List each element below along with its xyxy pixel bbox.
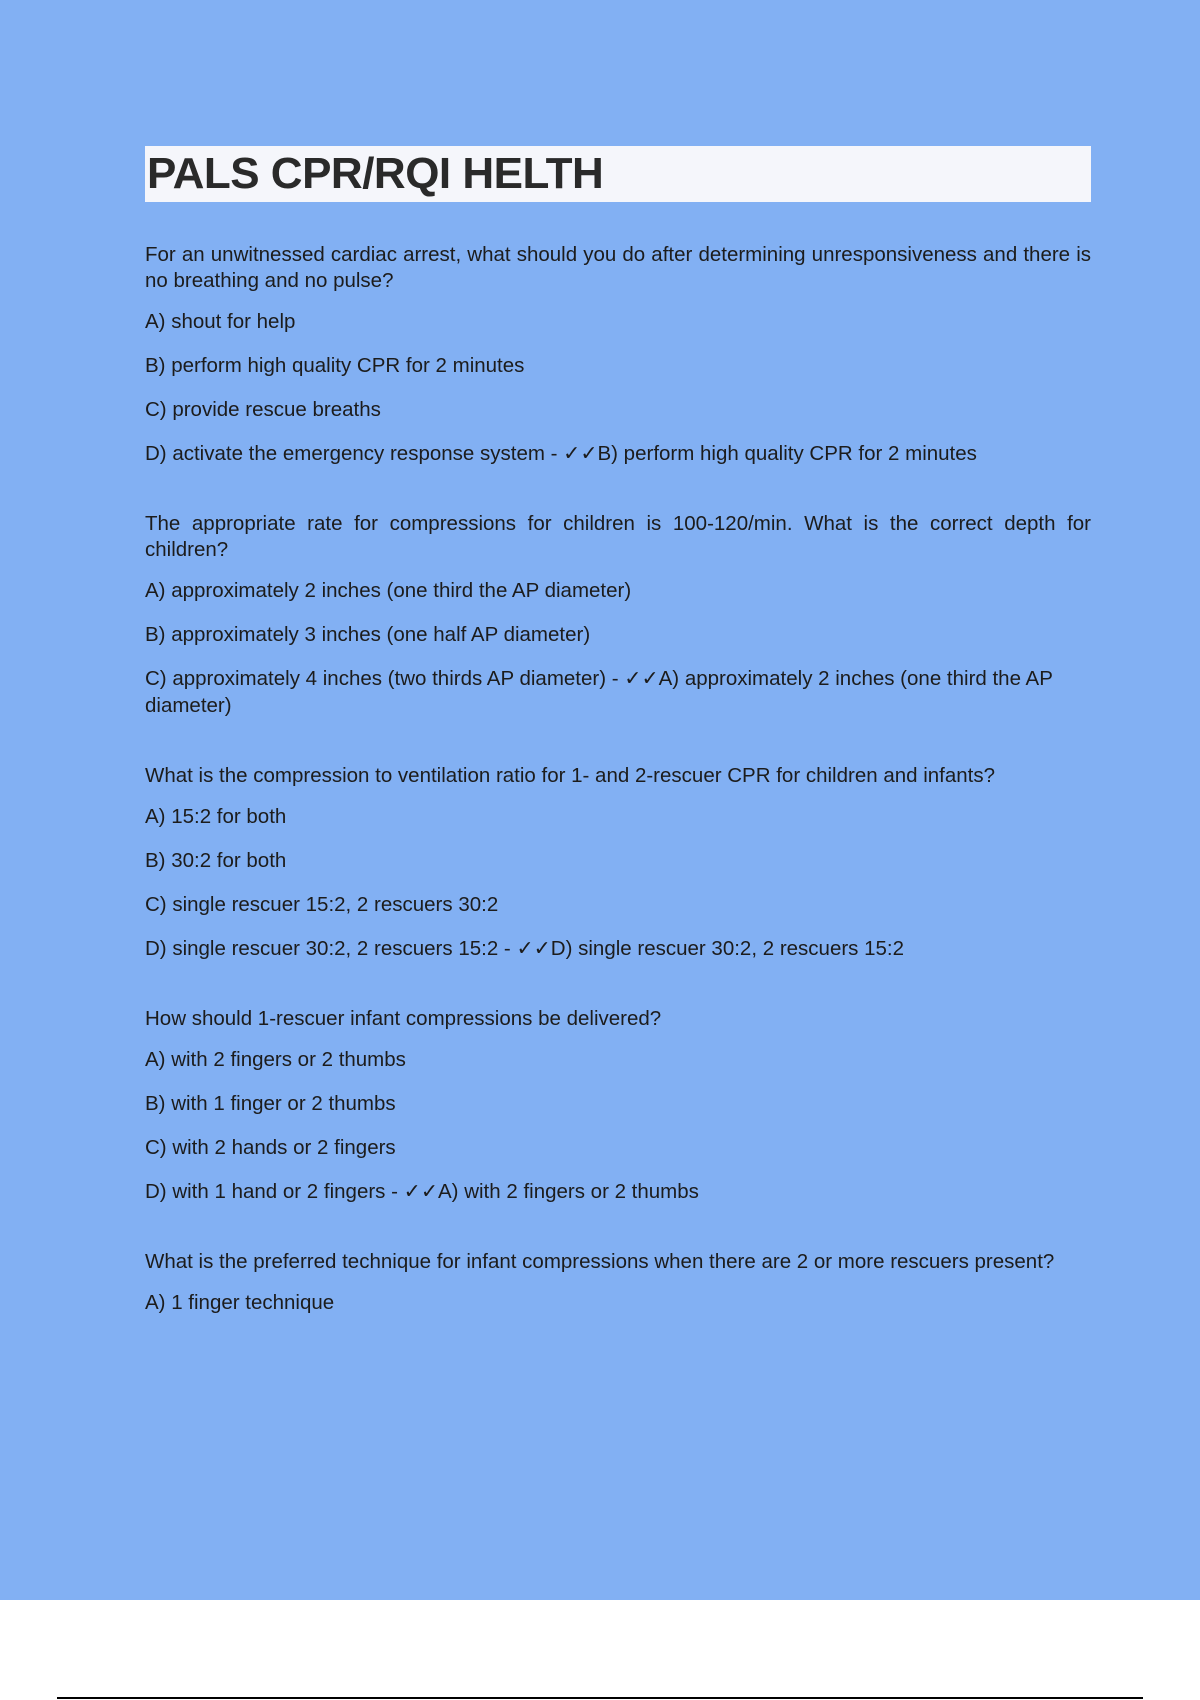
answer-option-with-key: D) activate the emergency response system - ✓✓B) perform high quality CPR for 2 minutes <box>145 442 977 465</box>
answer-option: A) 1 finger technique <box>145 1291 335 1314</box>
answer-option: B) perform high quality CPR for 2 minutes <box>145 354 525 377</box>
question-text: For an unwitnessed cardiac arrest, what should you do after determining unresponsiveness and there is no breathing and no pulse? <box>145 243 1091 292</box>
document-content <box>145 146 1091 1360</box>
answer-option: B) 30:2 for both <box>145 849 287 872</box>
question-text: What is the compression to ventilation ratio for 1- and 2-rescuer CPR for children and infants? <box>145 764 996 787</box>
answer-option-with-key: D) with 1 hand or 2 fingers - ✓✓A) with 2 fingers or 2 thumbs <box>145 1180 699 1203</box>
answer-option-with-key: D) single rescuer 30:2, 2 rescuers 15:2 - ✓✓D) single rescuer 30:2, 2 rescuers 15:2 <box>145 937 905 960</box>
footer-divider <box>57 1697 1143 1699</box>
question-block-1 <box>145 242 1091 467</box>
question-text: How should 1-rescuer infant compressions be delivered? <box>145 1007 662 1030</box>
answer-option: C) single rescuer 15:2, 2 rescuers 30:2 <box>145 893 499 916</box>
title-banner <box>145 146 1091 202</box>
question-block-2 <box>145 511 1091 719</box>
document-title: PALS CPR/RQI HELTH <box>147 149 604 198</box>
answer-option: C) with 2 hands or 2 fingers <box>145 1136 396 1159</box>
answer-option: B) approximately 3 inches (one half AP diameter) <box>145 623 591 646</box>
question-block-4 <box>145 1006 1091 1205</box>
answer-option: B) with 1 finger or 2 thumbs <box>145 1092 396 1115</box>
question-block-5 <box>145 1249 1091 1316</box>
answer-option: A) with 2 fingers or 2 thumbs <box>145 1048 406 1071</box>
answer-option: A) shout for help <box>145 310 296 333</box>
answer-option-with-key: C) approximately 4 inches (two thirds AP diameter) - ✓✓A) approximately 2 inches (one third the AP diameter) <box>145 667 1053 717</box>
answer-option: A) 15:2 for both <box>145 805 287 828</box>
question-block-3 <box>145 763 1091 962</box>
question-text: The appropriate rate for compressions for children is 100-120/min. What is the correct depth for children? <box>145 512 1091 561</box>
answer-option: C) provide rescue breaths <box>145 398 381 421</box>
question-text: What is the preferred technique for infant compressions when there are 2 or more rescuers present? <box>145 1250 1055 1273</box>
answer-option: A) approximately 2 inches (one third the AP diameter) <box>145 579 632 602</box>
